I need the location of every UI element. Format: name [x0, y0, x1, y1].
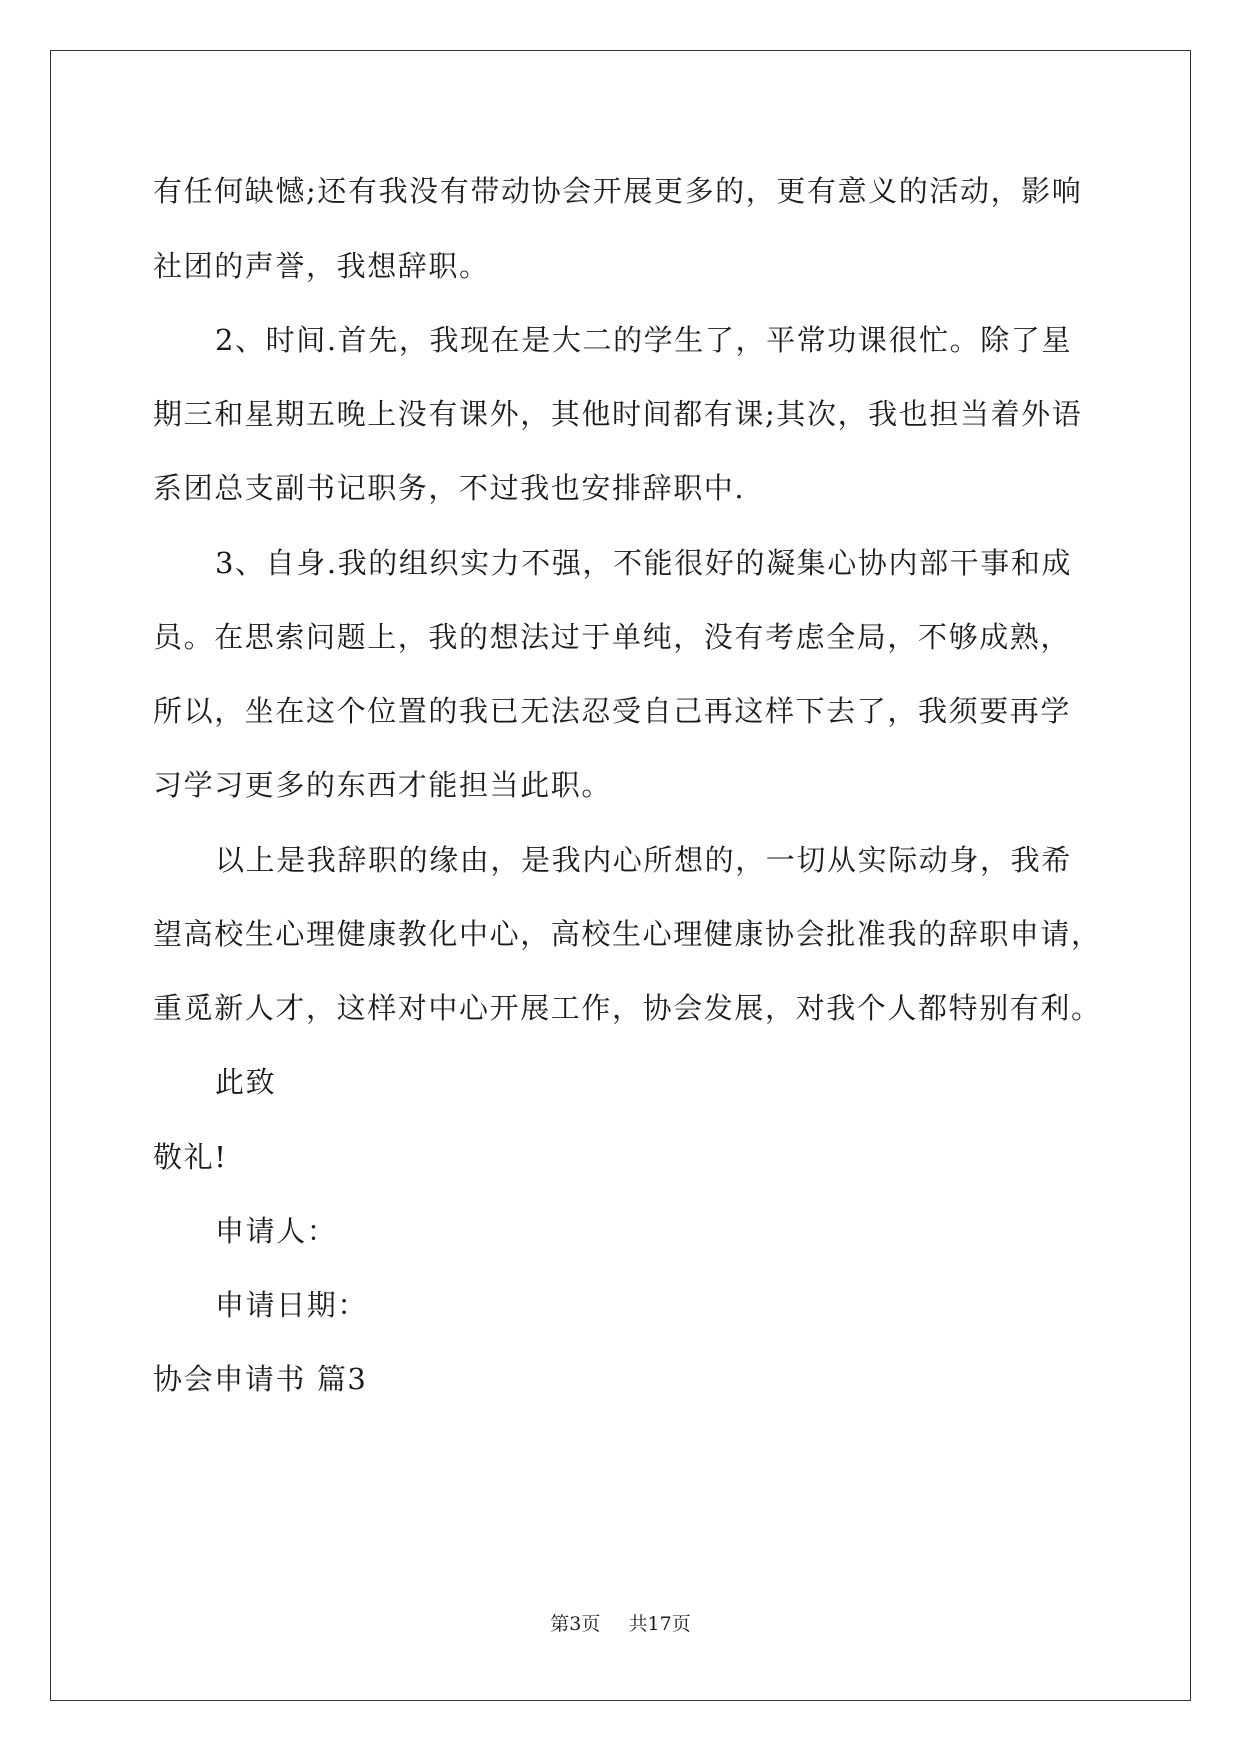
salutation-line: 敬礼!	[153, 1140, 228, 1174]
body-text-line: 重觅新人才，这样对中心开展工作，协会发展，对我个人都特别有利。	[153, 991, 1102, 1025]
body-text-line: 习学习更多的东西才能担当此职。	[153, 768, 613, 802]
body-text-line: 3、自身.我的组织实力不强，不能很好的凝集心协内部干事和成	[215, 546, 1073, 580]
body-text-line: 2、时间.首先，我现在是大二的学生了，平常功课很忙。除了星	[215, 323, 1073, 357]
body-text-line: 期三和星期五晚上没有课外，其他时间都有课;其次，我也担当着外语	[153, 397, 1083, 431]
application-date-label: 申请日期：	[215, 1288, 369, 1322]
body-text-line: 员。在思索问题上，我的想法过于单纯，没有考虑全局，不够成熟，	[153, 620, 1072, 654]
body-text-line: 所以，坐在这个位置的我已无法忍受自己再这样下去了，我须要再学	[153, 694, 1072, 728]
page-footer	[0, 1612, 1241, 1636]
page-number: 第3页	[550, 1613, 601, 1635]
page-total: 共17页	[628, 1613, 691, 1635]
applicant-label: 申请人：	[215, 1214, 338, 1248]
body-text-line: 社团的声誉，我想辞职。	[153, 249, 490, 283]
body-text-line: 有任何缺憾;还有我没有带动协会开展更多的，更有意义的活动，影响	[153, 174, 1083, 208]
body-text-line: 望高校生心理健康教化中心，高校生心理健康协会批准我的辞职申请，	[153, 917, 1102, 951]
salutation-line: 此致	[215, 1065, 277, 1099]
body-text-line: 以上是我辞职的缘由，是我内心所想的，一切从实际动身，我希	[215, 843, 1072, 877]
body-text-line: 系团总支副书记职务，不过我也安排辞职中.	[153, 471, 746, 505]
section-heading: 协会申请书 篇3	[153, 1362, 368, 1396]
